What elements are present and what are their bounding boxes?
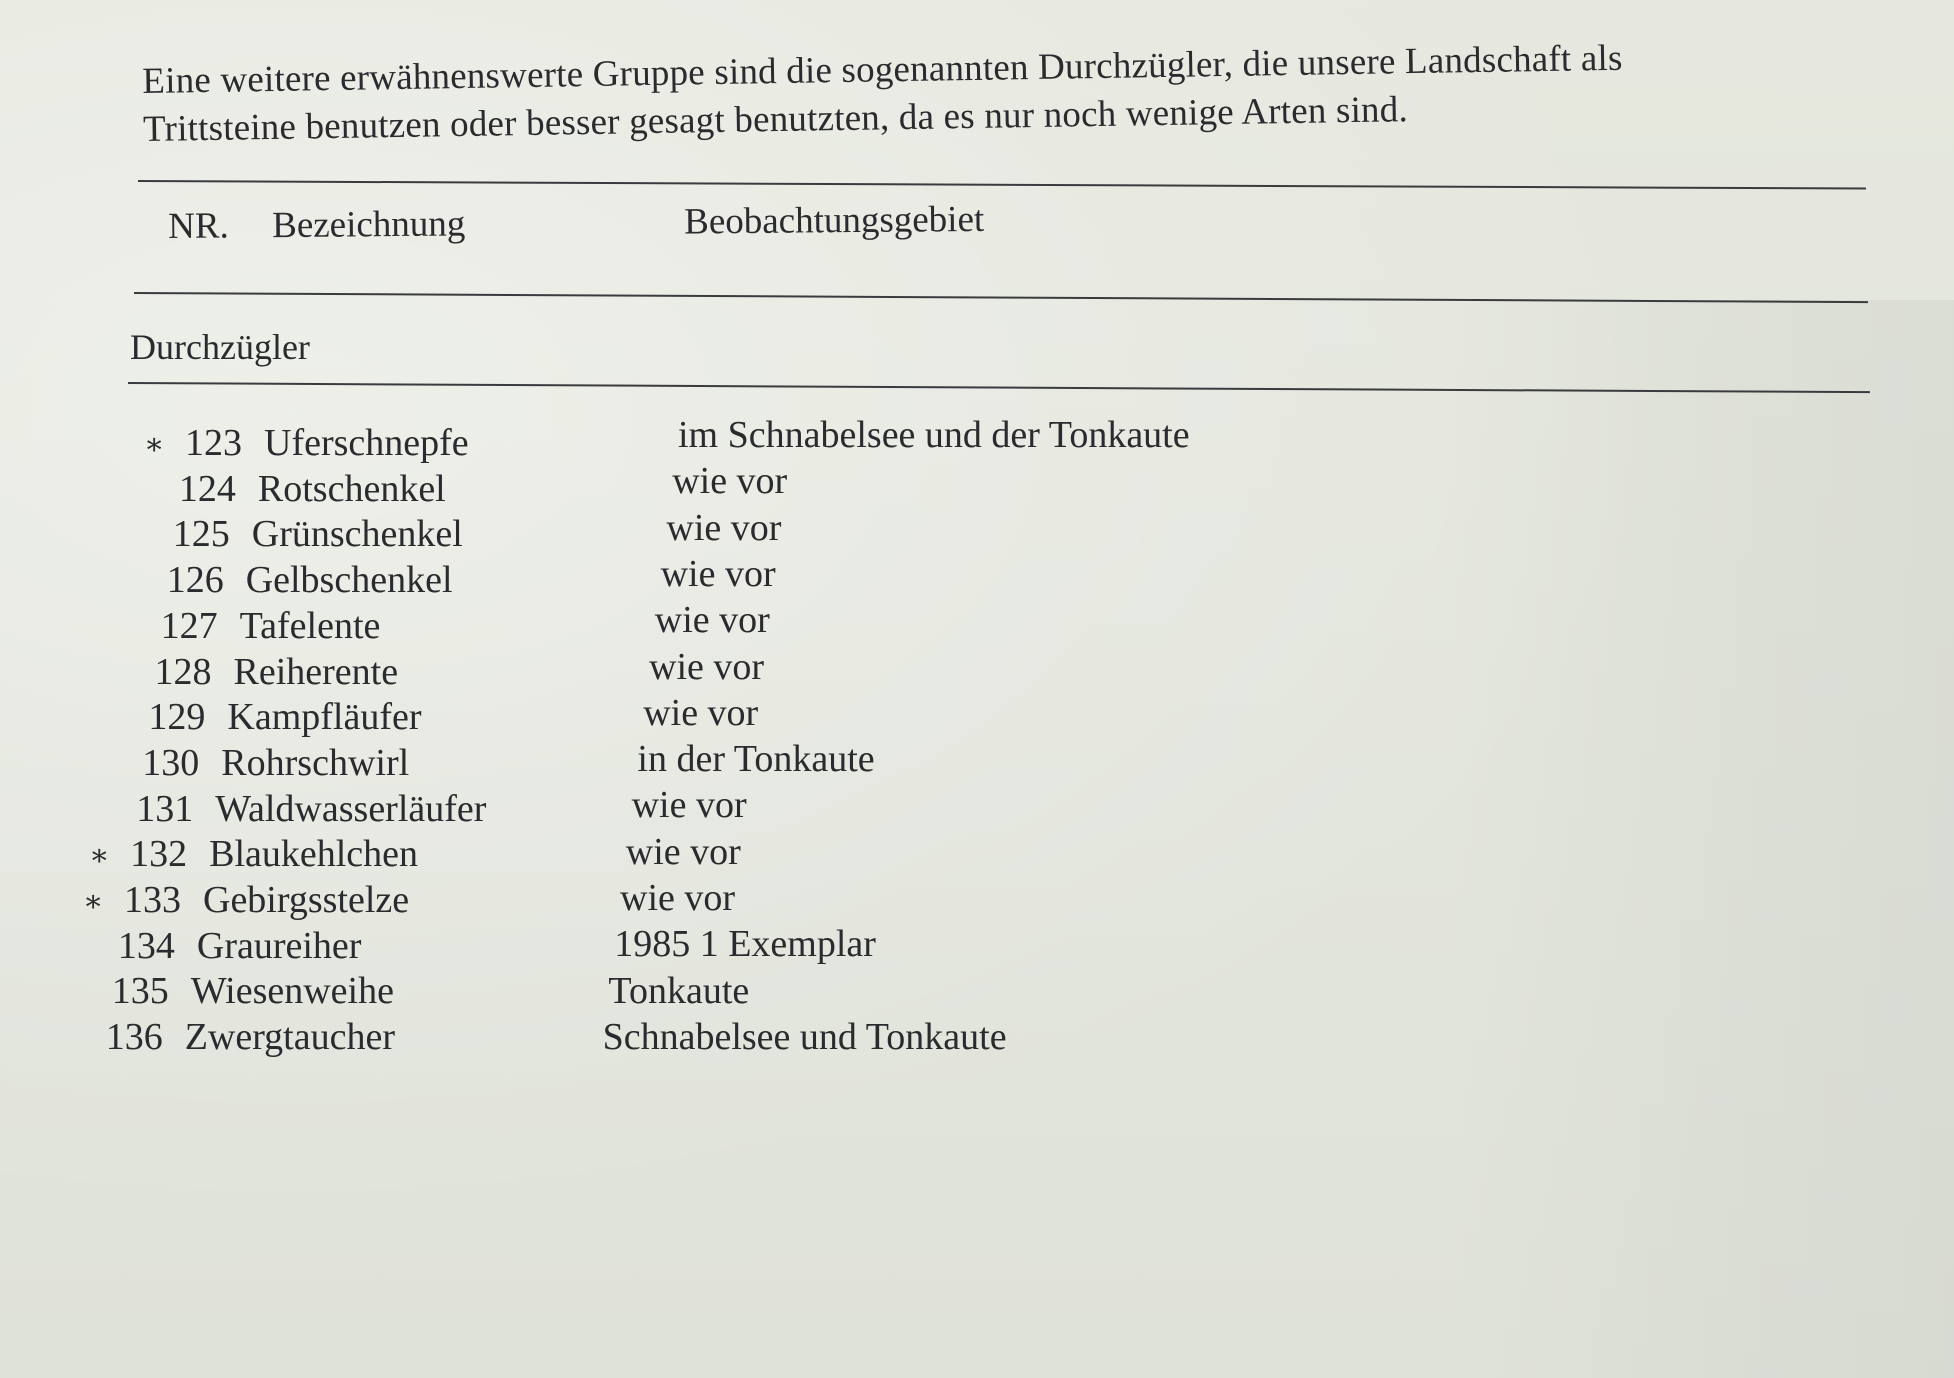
- row-number: 135: [111, 970, 169, 1013]
- section-title-durchzuegler: Durchzügler: [130, 327, 310, 367]
- table-row: [0, 740, 1954, 786]
- observation-area: wie vor: [672, 460, 788, 503]
- row-number: 133: [124, 879, 181, 921]
- observation-area: wie vor: [649, 645, 765, 688]
- species-name: Wiesenweihe: [190, 970, 394, 1013]
- species-name: Gelbschenkel: [245, 559, 453, 602]
- species-name: Waldwasserläufer: [215, 787, 487, 830]
- species-name: Uferschnepfe: [264, 422, 469, 464]
- header-area: Beobachtungsgebiet: [683, 198, 985, 243]
- header-nr: NR.: [168, 205, 230, 247]
- observation-area: im Schnabelsee und der Tonkaute: [678, 414, 1190, 456]
- table-row: [0, 831, 1954, 877]
- observation-area: wie vor: [631, 784, 747, 827]
- row-number: 130: [142, 741, 200, 784]
- observation-area: in der Tonkaute: [637, 738, 875, 781]
- header-name: Bezeichnung: [272, 203, 466, 247]
- observation-area: wie vor: [666, 506, 782, 549]
- asterisk-marker: ∗: [144, 428, 165, 461]
- asterisk-marker: ∗: [83, 885, 104, 918]
- observation-area: wie vor: [625, 830, 741, 873]
- table-row: [0, 414, 1954, 466]
- asterisk-marker: ∗: [89, 839, 110, 873]
- table-row: [0, 786, 1954, 832]
- species-name: Grünschenkel: [251, 513, 463, 556]
- table-row: [0, 923, 1954, 969]
- species-name: Reiherente: [233, 650, 399, 693]
- row-number: 126: [166, 559, 224, 602]
- observation-area: 1985 1 Exemplar: [614, 923, 876, 966]
- row-number: 129: [148, 696, 206, 739]
- observation-area: wie vor: [643, 691, 759, 734]
- row-number: 123: [185, 422, 242, 464]
- table-row: [0, 691, 1954, 740]
- row-number: 131: [136, 787, 194, 830]
- species-name: Zwergtaucher: [184, 1016, 395, 1059]
- table-row: [0, 460, 1954, 512]
- observation-area: wie vor: [654, 599, 770, 642]
- intro-line-1: Eine weitere erwähnenswerte Gruppe sind die sogenannten Durchzügler, die unsere Landschaft als: [142, 37, 1623, 102]
- species-name: Rotschenkel: [257, 467, 446, 510]
- row-number: 134: [117, 924, 175, 967]
- table-row: [0, 506, 1954, 557]
- row-number: 136: [105, 1016, 163, 1059]
- species-name: Blaukehlchen: [209, 833, 419, 876]
- row-number: 132: [130, 833, 188, 876]
- table-row: [0, 645, 1954, 695]
- species-name: Tafelente: [239, 604, 381, 647]
- row-number: 124: [178, 467, 236, 510]
- table-row: [0, 552, 1954, 603]
- table-row: [0, 599, 1954, 649]
- species-name: Rohrschwirl: [221, 741, 410, 784]
- row-number: 125: [172, 513, 230, 556]
- observation-area: wie vor: [660, 552, 776, 595]
- table-row: [0, 968, 1954, 1014]
- row-number: 127: [160, 604, 218, 647]
- row-number: 128: [154, 650, 212, 693]
- species-name: Gebirgsstelze: [203, 879, 410, 921]
- observation-area: Schnabelsee und Tonkaute: [602, 1015, 1007, 1058]
- observation-area: Tonkaute: [608, 969, 750, 1012]
- table-row: [0, 1014, 1954, 1060]
- species-name: Graureiher: [196, 924, 362, 967]
- intro-line-2: Trittsteine benutzen oder besser gesagt benutzten, da es nur noch wenige Arten sind.: [142, 89, 1409, 150]
- table-row: [0, 877, 1954, 923]
- observation-area: wie vor: [620, 877, 736, 919]
- species-name: Kampfläufer: [227, 696, 422, 739]
